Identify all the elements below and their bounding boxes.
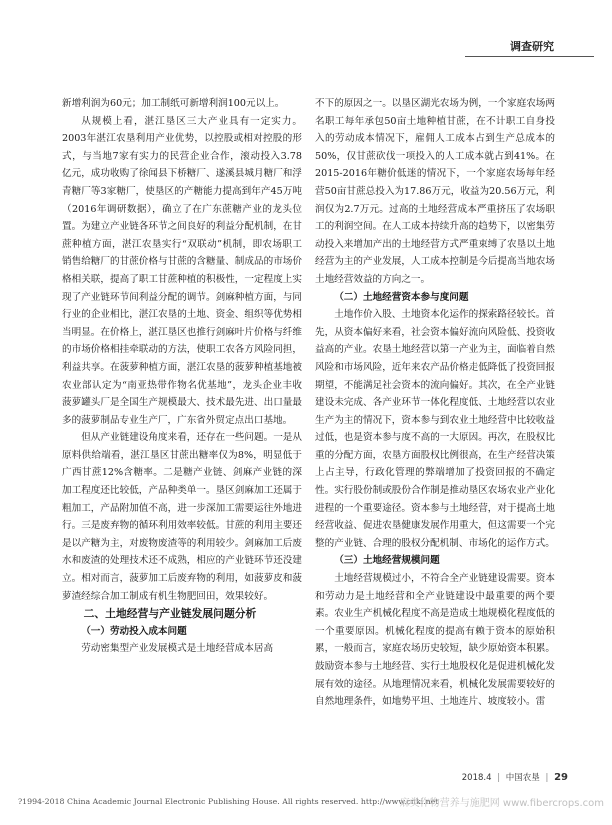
journal-name: 中国农垦 [505, 773, 540, 783]
section-heading: 二、土地经营与产业链发展问题分析 [83, 607, 257, 621]
subsection-heading: （三）土地经营规模问题 [334, 555, 440, 567]
paragraph: 不下的原因之一。以垦区湖光农场为例，一个家庭农场两名职工每年承包50亩土地种植甘蔗，在不计职工自身投入的劳动成本情况下，雇佣人工成本占到生产总成本的50%，仅甘蔗砍伐一项投入的人工成本就占到41%。在2015-2016年糖价低迷的情况下，一个家庭农场每年经营50亩甘蔗总投入为17.86万元，收益为20.56万元，利润仅为2.7万元。过高的土地经营成本严重挤压了农场职工的利润空间。在人工成本持续升高的趋势下，以密集劳动投入来增加产出的土地经营方式严重束缚了农垦以土地经营为主的产业发展，人工成本控制是今后提高当地农场土地经营效益的方向之一。 [315, 98, 555, 285]
page-number: 29 [554, 772, 568, 783]
paragraph: 劳动密集型产业发展模式是土地经营成本居高 [81, 643, 274, 655]
paragraph: 从规模上看，湛江垦区三大产业具有一定实力。2003年湛江农垦利用产业优势，以控股或相对控股的形式，与当地7家有实力的民营企业合作，滚动投入3.78 亿元，成功收购了徐闻县下桥糖厂、遂溪县城月糖厂和浮青糖厂等3家糖厂，使垦区的产糖能力提高到年产45万吨（2016年调研数据），确立了在广东蔗糖产业的龙头位置。为建立产业链各环节之间良好的利益分配机制，在甘蔗种植方面，湛江农垦实行“双联动”机制，即农场职工销售给糖厂的甘蔗价格与甘蔗的含糖量、制成品的市场价格相关联，提高了职工甘蔗种植的积极性，一定程度上实现了产业链环节间利益分配的调节。剑麻种植方面，与同行业的企业相比，湛江农垦的土地、资金、组织等优势相当明显。在价格上，湛江垦区也推行剑麻叶片价格与纤维的市场价格相挂牵联动的方法，使职工农各方风险同担，利益共享。在菠萝种植方面，湛江农垦的菠萝种植基地被农业部认定为“南亚热带作物名优基地”，龙头企业丰收菠萝罐头厂是全国生产规模最大、技术最先进、出口量最多的菠萝制品专业生产厂，广东省外贸定点出口基地。 [62, 115, 302, 426]
left-column [62, 95, 302, 658]
paragraph: 但从产业链建设角度来看，还存在一些问题。一是从原料供给端看，湛江垦区甘蔗出糖率仅为8%，明显低于广西甘蔗12%含糖率。二是糖产业链、剑麻产业链的深加工程度还比较低，产品种类单一。垦区剑麻加工还属于粗加工，产品附加值不高，进一步深加工需要运往外地进行。三是废弃物的循环利用效率较低。甘蔗的利用主要还是以产糖为主，对废物废渣等的利用较少。剑麻加工后废水和废渣的处理技术还不成熟，相应的产业链环节还没建立。相对而言，菠萝加工后废弃物的利用，如菠萝皮和菠萝渣经综合加工制成有机生物肥回田，效果较好。 [62, 432, 302, 602]
copyright-notice: ?1994-2018 China Academic Journal Electronic Publishing House. All rights reserved. http://www.cnki.net [18, 797, 439, 806]
paragraph: 新增利润为60元；加工制纸可新增利润100元以上。 [62, 98, 285, 109]
paragraph: 土地作价入股、土地资本化运作的探索路径较长。首先，从资本偏好来看，社会资本偏好流向风险低、投资收益高的产业。农垦土地经营以第一产业为主，面临着自然风险和市场风险，近年来农产品价格走低降低了投资回报期望，不能满足社会资本的流向偏好。其次，在全产业链建设未完成、各产业环节一体化程度低、土地经营以农业生产为主的情况下，资本参与到农业土地经营中比较收益过低，也是资本参与度不高的一大原因。再次，在股权比重的分配方面，农垦方面股权比例很高，在生产经营决策上占主导，行政化管理的弊端增加了投资回报的不确定性。实行股份制或股份合作制是推动垦区农场农业产业化进程的一个重要途径。资本参与土地经营，对于提高土地经营收益、促进农垦健康发展作用重大，但这需要一个完整的产业链、合理的股权分配机制、市场化的运作方式。 [315, 309, 555, 549]
separator: | [497, 773, 501, 783]
header-rule [465, 56, 594, 57]
paragraph: 土地经营规模过小，不符合全产业链建设需要。资本和劳动力是土地经营和全产业链建设中最重要的两个要素。农业生产机械化程度不高是造成土地规模化程度低的一个重要原因。机械化程度的提高有赖于资本的原始积累，一般而言，家庭农场历史较短，缺少原始资本积累。鼓励资本参与土地经营、实行土地股权化是促进机械化发展有效的途径。从地理情况来看，机械化发展需要较好的自然地理条件，如地势平坦、土地连片、坡度较小。雷 [315, 573, 555, 708]
watermark: 麻类作物营养与施肥网 www.fibercrops.com [399, 798, 604, 809]
section-tag: 调查研究 [510, 40, 554, 53]
subsection-heading: （二）土地经营资本参与度问题 [334, 291, 469, 303]
page-footer [462, 771, 568, 783]
right-column [315, 95, 555, 711]
issue-number: 2018.4 [461, 773, 492, 783]
subsection-heading: （一）劳动投入成本问题 [81, 625, 187, 637]
separator: | [545, 773, 549, 783]
